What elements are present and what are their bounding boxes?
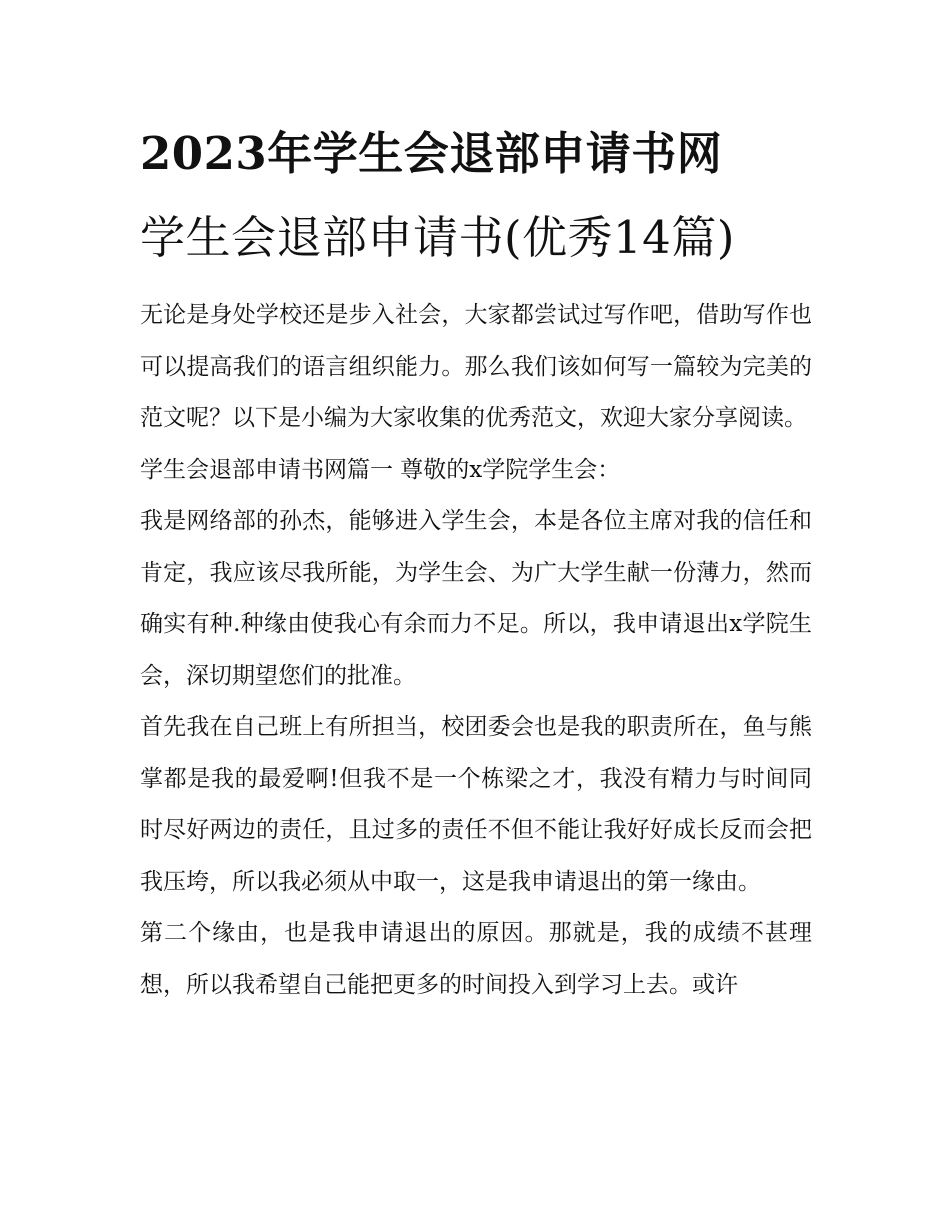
title-line-2: 学生会退部申请书(优秀14篇) [140, 211, 735, 264]
document-page [140, 112, 812, 1011]
body-paragraph-2: 首先我在自己班上有所担当，校团委会也是我的职责所在，鱼与熊掌都是我的最爱啊!但我不是一个栋梁之才，我没有精力与时间同时尽好两边的责任，且过多的责任不但不能让我好好成长反而会把我压垮，所以我必须从中取一，这是我申请退出的第一缘由。 [140, 714, 812, 895]
salutation-paragraph: 学生会退部申请书网篇一 尊敬的x学院学生会： [140, 456, 621, 483]
body-paragraph-3: 第二个缘由，也是我申请退出的原因。那就是，我的成绩不甚理想，所以我希望自己能把更多的时间投入到学习上去。或许 [140, 920, 812, 998]
body-paragraph-1: 我是网络部的孙杰，能够进入学生会，本是各位主席对我的信任和肯定，我应该尽我所能，为学生会、为广大学生献一份薄力，然而确实有种.种缘由使我心有余而力不足。所以，我申请退出x学院生会，深切期望您们的批准。 [140, 508, 812, 689]
title-line-1: 2023年学生会退部申请书网 [140, 127, 723, 180]
document-title [140, 112, 812, 280]
intro-paragraph: 无论是身处学校还是步入社会，大家都尝试过写作吧，借助写作也可以提高我们的语言组织能力。那么我们该如何写一篇较为完美的范文呢？以下是小编为大家收集的优秀范文，欢迎大家分享阅读。 [140, 302, 812, 431]
